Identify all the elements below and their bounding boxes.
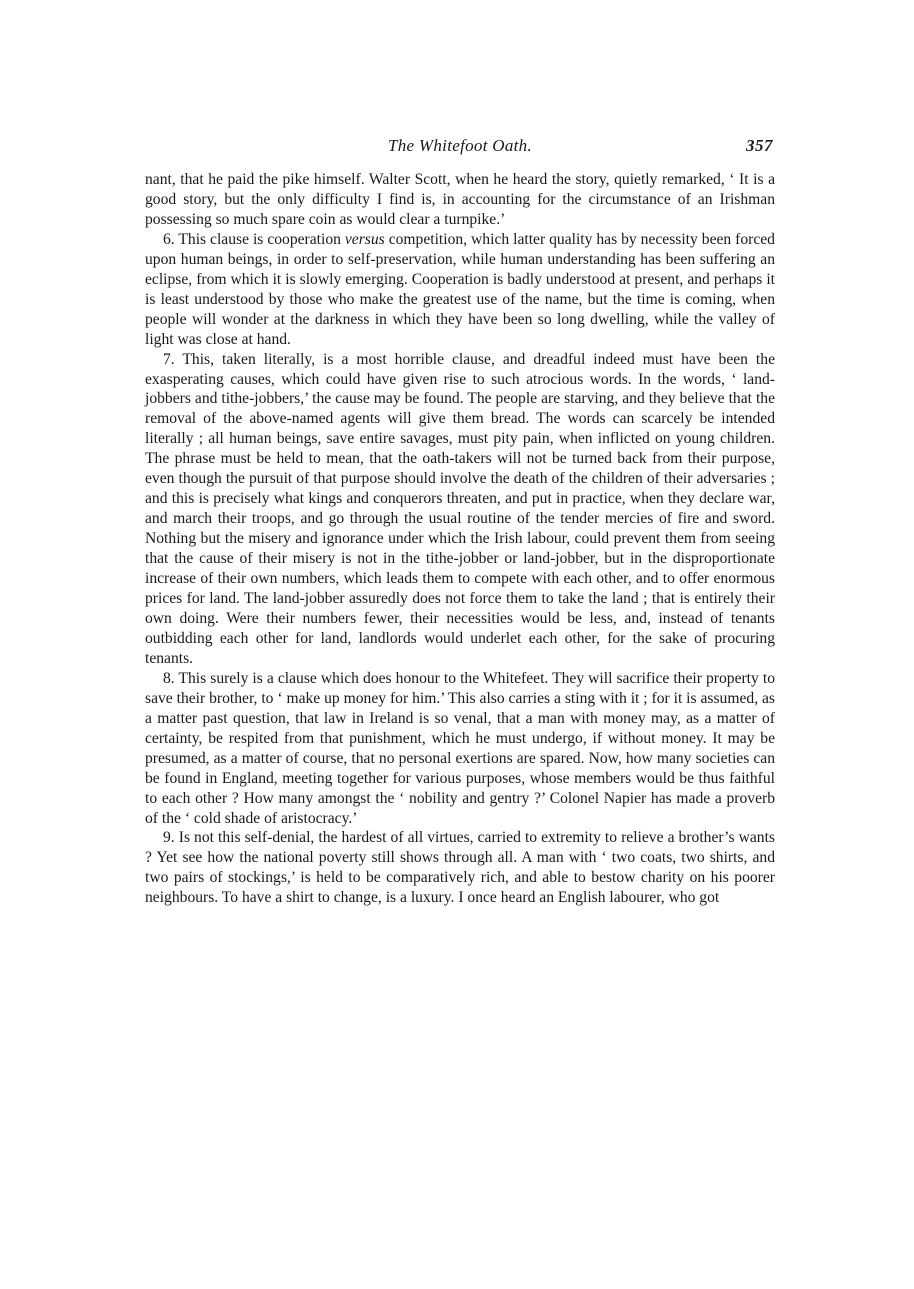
- paragraph-6-text-start: 6. This clause is cooperation: [163, 230, 345, 248]
- paragraph-continuation: nant, that he paid the pike himself. Walter Scott, when he heard the story, quietly remarked, ‘ It is a good story, but the only difficulty I find is, in accounting for the circumstance of an Irishman possessing so much spare coin as would clear a turnpike.’: [145, 171, 775, 228]
- paragraph-6-emphasis: versus: [344, 230, 385, 248]
- page-header: [145, 136, 775, 162]
- paragraph-6-text-end: competition, which latter quality has by necessity been forced upon human beings, in order to self-preservation, while human understanding has been suffering an eclipse, from which it is slowly emerging. Cooperation is badly understood at present, and perhaps it is least understood by those who make the greatest use of the name, but the time is coming, when people will wonder at the darkness in which they have been so long dwelling, while the valley of light was close at hand.: [145, 230, 775, 348]
- paragraph-9: 9. Is not this self-denial, the hardest of all virtues, carried to extremity to relieve a brother’s wants ? Yet see how the national poverty still shows through all. A man with ‘ two coats, two shirts, and two pairs of stockings,’ is held to be comparatively rich, and able to bestow charity on his poorer neighbours. To have a shirt to change, is a luxury. I once heard an English labourer, who got: [145, 829, 775, 907]
- paragraph-6: [145, 230, 775, 350]
- page-number: 357: [746, 136, 773, 155]
- paragraph-8: 8. This surely is a clause which does honour to the Whitefeet. They will sacrifice their property to save their brother, to ‘ make up money for him.’ This also carries a sting with it ; for it is assumed, as a matter past question, that law in Ireland is so venal, that a man with money may, as a matter of certainty, be respited from that punishment, which he must undergo, if without money. It may be presumed, as a matter of course, that no personal exertions are spared. Now, how many societies can be found in England, meeting together for various purposes, whose members would be thus faithful to each other ? How many amongst the ‘ nobility and gentry ?’ Colonel Napier has made a proverb of the ‘ cold shade of aristocracy.’: [145, 669, 775, 827]
- book-page: [145, 136, 775, 908]
- paragraph-7: 7. This, taken literally, is a most horrible clause, and dreadful indeed must have been the exasperating causes, which could have given rise to such atrocious words. In the words, ‘ land-jobbers and tithe-jobbers,’ the cause may be found. The people are starving, and they believe that the removal of the above-named agents will give them bread. The words can scarcely be intended literally ; all human beings, save entire savages, must pity pain, when inflicted on young children. The phrase must be held to mean, that the oath-takers will not be turned back from their purpose, even though the pursuit of that purpose should involve the death of the children of their adversaries ; and this is precisely what kings and conquerors threaten, and put in practice, when they declare war, and march their troops, and go through the usual routine of the tender mercies of fire and sword. Nothing but the misery and ignorance under which the Irish labour, could prevent them from seeing that the cause of their misery is not in the tithe-jobber or land-jobber, but in the disproportionate increase of their own numbers, which leads them to compete with each other, and to offer enormous prices for land. The land-jobber assuredly does not force them to take the land ; that is entirely their own doing. Were their numbers fewer, their necessities would be less, and, instead of tenants outbidding each other for land, landlords would underlet each other, for the sake of procuring tenants.: [145, 350, 775, 667]
- running-title: The Whitefoot Oath.: [387, 136, 533, 155]
- body-text: [145, 170, 775, 908]
